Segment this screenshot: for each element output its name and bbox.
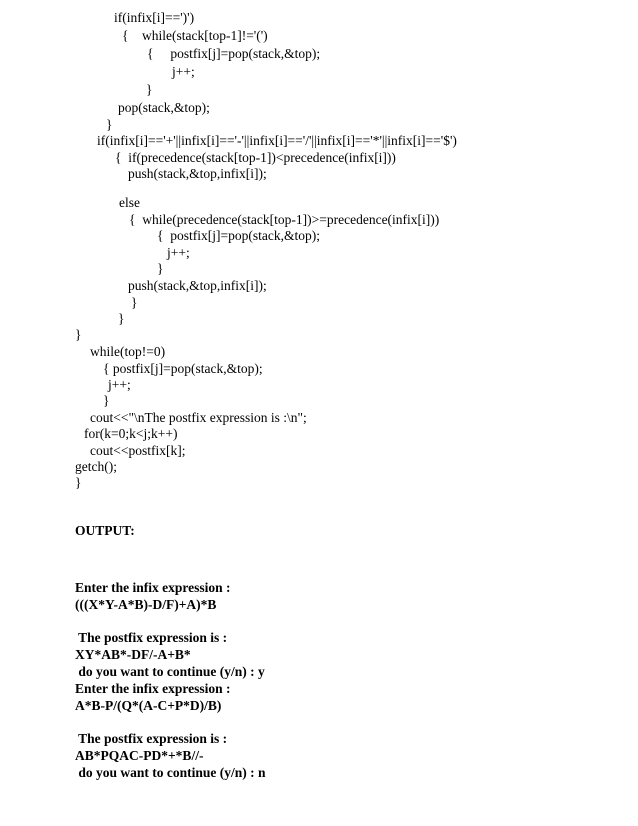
output-line: do you want to continue (y/n) : n <box>75 765 266 780</box>
code-line: cout<<postfix[k]; <box>90 443 186 458</box>
code-line: } <box>146 82 153 97</box>
code-line: push(stack,&top,infix[i]); <box>128 166 267 181</box>
code-line: } <box>131 295 138 310</box>
output-line: (((X*Y-A*B)-D/F)+A)*B <box>75 597 217 612</box>
code-line: while(top!=0) <box>90 344 166 359</box>
code-line: { while(precedence(stack[top-1])>=precedence(infix[i])) <box>129 212 440 227</box>
output-heading: OUTPUT: <box>75 523 135 538</box>
code-line: } <box>75 327 82 342</box>
output-line: Enter the infix expression : <box>75 580 231 595</box>
code-line: push(stack,&top,infix[i]); <box>128 278 267 293</box>
output-line: AB*PQAC-PD*+*B//- <box>75 748 204 763</box>
code-line: { postfix[j]=pop(stack,&top); <box>147 46 321 61</box>
code-line: { postfix[j]=pop(stack,&top); <box>157 228 320 243</box>
code-line: else <box>119 195 140 210</box>
code-line: { while(stack[top-1]!='(') <box>122 28 268 43</box>
code-line: j++; <box>108 377 131 392</box>
code-line: } <box>103 393 110 408</box>
output-line: The postfix expression is : <box>75 731 228 746</box>
output-line: do you want to continue (y/n) : y <box>75 664 265 679</box>
code-line: cout<<"\nThe postfix expression is :\n"; <box>90 410 307 425</box>
code-line: if(infix[i]==')') <box>114 10 195 25</box>
code-line: { if(precedence(stack[top-1])<precedence(infix[i])) <box>115 150 396 165</box>
code-line: for(k=0;k<j;k++) <box>84 426 178 441</box>
code-line: { postfix[j]=pop(stack,&top); <box>103 361 263 376</box>
output-line: Enter the infix expression : <box>75 681 231 696</box>
output-line: A*B-P/(Q*(A-C+P*D)/B) <box>75 698 222 713</box>
code-line: } <box>106 117 113 132</box>
output-line: XY*AB*-DF/-A+B* <box>75 647 191 662</box>
code-line: } <box>75 475 82 490</box>
output-line: The postfix expression is : <box>75 630 228 645</box>
code-line: } <box>157 261 164 276</box>
code-line: if(infix[i]=='+'||infix[i]=='-'||infix[i]=='/'||infix[i]=='*'||infix[i]=='$') <box>97 133 457 148</box>
code-line: j++; <box>172 64 195 79</box>
code-line: } <box>118 311 125 326</box>
code-line: j++; <box>167 245 190 260</box>
code-line: getch(); <box>75 459 117 474</box>
code-line: pop(stack,&top); <box>118 100 210 115</box>
